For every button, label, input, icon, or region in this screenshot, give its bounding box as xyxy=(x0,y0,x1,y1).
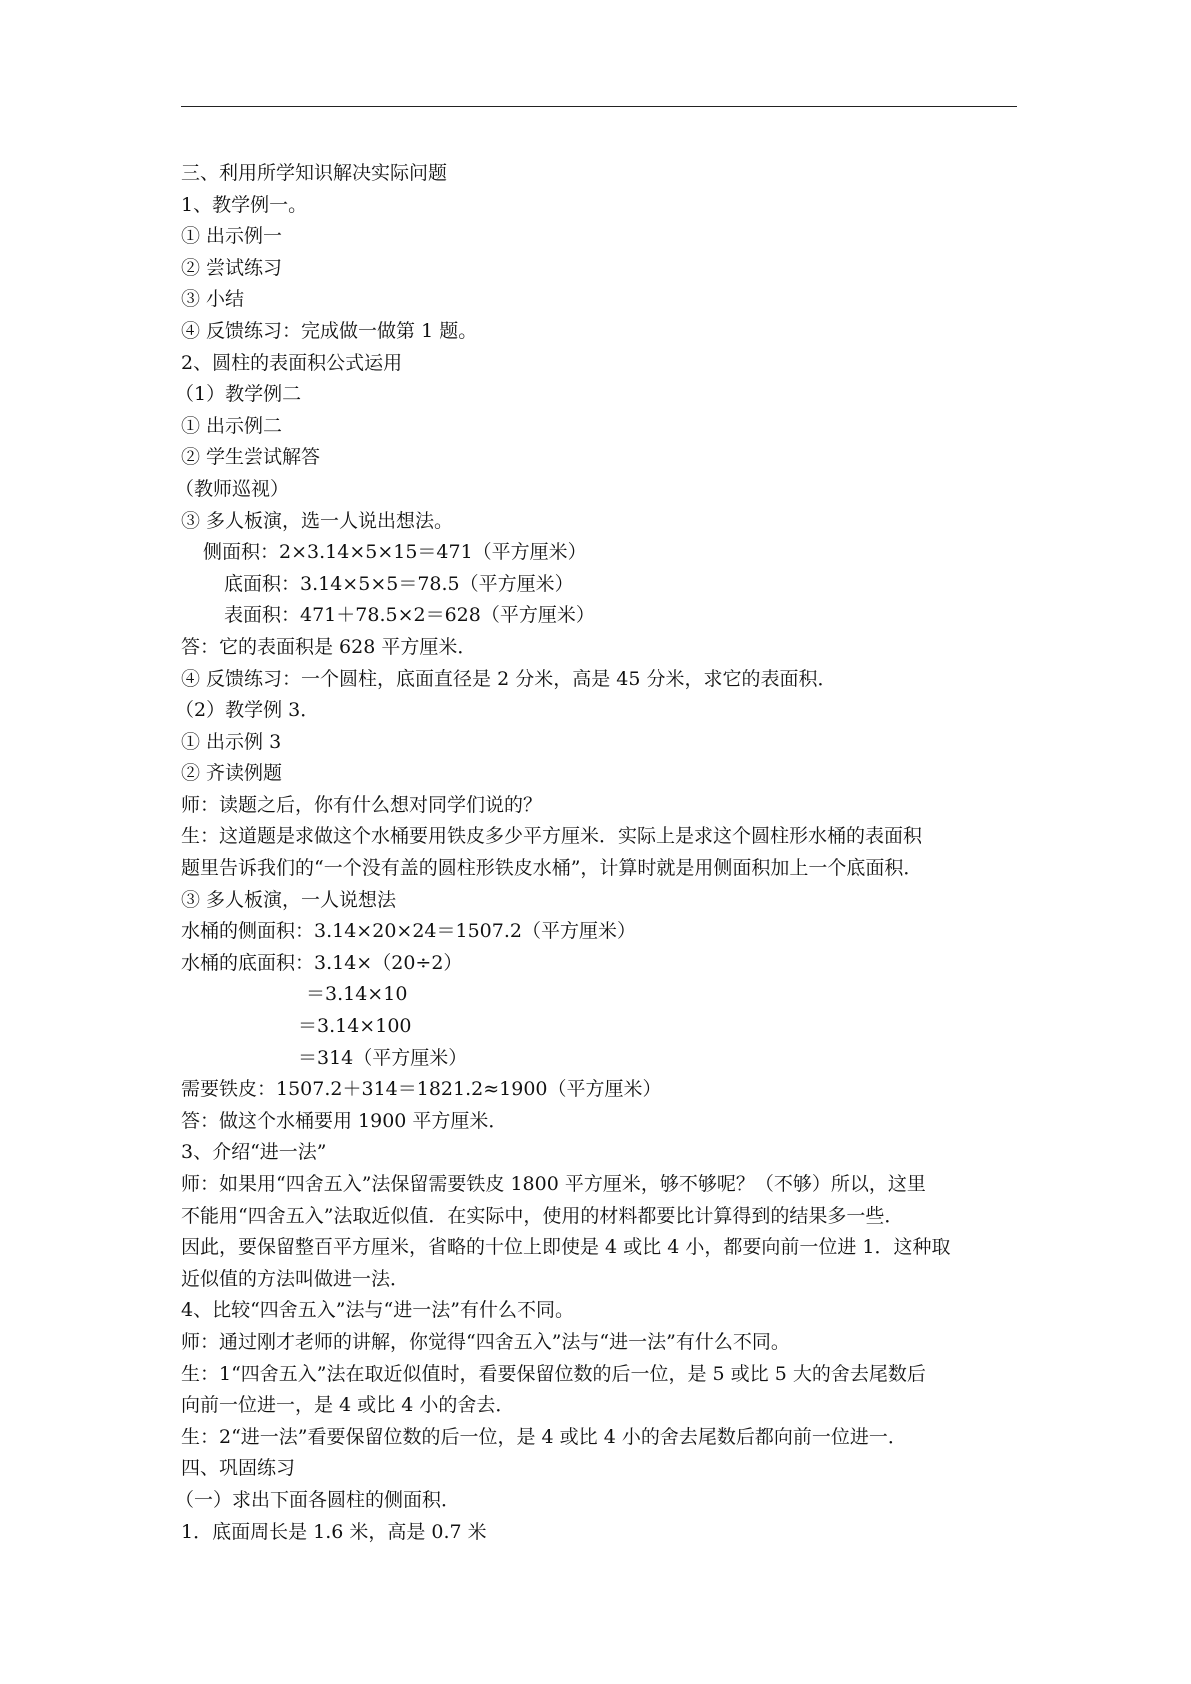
section-heading-4: 四、巩固练习 xyxy=(181,1457,296,1480)
calculation-line: 水桶的底面积：3.14×（20÷2） xyxy=(181,951,463,974)
step-line: ③ 小结 xyxy=(181,288,245,311)
dialogue-line: 生：这道题是求做这个水桶要用铁皮多少平方厘米．实际上是求这个圆柱形水桶的表面积 xyxy=(181,825,923,848)
example-heading: （2）教学例 3． xyxy=(175,699,320,722)
calculation-line: 侧面积：2×3.14×5×15＝471（平方厘米） xyxy=(203,541,587,564)
note-line: （教师巡视） xyxy=(175,477,290,500)
step-line: ④ 反馈练习：完成做一做第 1 题。 xyxy=(181,319,478,342)
step-line: ① 出示例一 xyxy=(181,225,283,248)
step-line: ② 学生尝试解答 xyxy=(181,446,321,469)
dialogue-line: 师：如果用“四舍五入”法保留需要铁皮 1800 平方厘米，够不够呢？（不够）所以，这里 xyxy=(181,1173,926,1195)
answer-line: 答：做这个水桶要用 1900 平方厘米． xyxy=(181,1109,508,1132)
calculation-line: 表面积：471＋78.5×2＝628（平方厘米） xyxy=(224,604,595,627)
step-line: ④ 反馈练习：一个圆柱，底面直径是 2 分米，高是 45 分米，求它的表面积． xyxy=(181,667,837,690)
calculation-line: 需要铁皮：1507.2＋314＝1821.2≈1900（平方厘米） xyxy=(181,1078,662,1101)
calculation-line: ＝3.14×10 xyxy=(306,983,408,1006)
header-rule xyxy=(181,106,1017,107)
dialogue-line: 生：1“四舍五入”法在取近似值时，看要保留位数的后一位，是 5 或比 5 大的舍去尾数后 xyxy=(181,1362,926,1385)
document-body xyxy=(175,158,1017,1548)
step-line: ① 出示例 3 xyxy=(181,730,282,753)
step-line: ③ 多人板演，一人说想法 xyxy=(181,888,397,911)
answer-line: 答：它的表面积是 628 平方厘米． xyxy=(181,635,477,658)
calculation-line: 水桶的侧面积：3.14×20×24＝1507.2（平方厘米） xyxy=(181,920,636,943)
step-line: ② 齐读例题 xyxy=(181,762,283,785)
exercise-item: 1．底面周长是 1.6 米，高是 0.7 米 xyxy=(181,1520,487,1543)
dialogue-line: 题里告诉我们的“一个没有盖的圆柱形铁皮水桶”，计算时就是用侧面积加上一个底面积． xyxy=(181,857,923,880)
dialogue-line: 不能用“四舍五入”法取近似值．在实际中，使用的材料都要比计算得到的结果多一些． xyxy=(181,1204,904,1227)
exercise-heading: （一）求出下面各圆柱的侧面积． xyxy=(175,1488,461,1511)
section-heading-3: 三、利用所学知识解决实际问题 xyxy=(181,162,448,184)
step-line: ① 出示例二 xyxy=(181,414,283,437)
step-line: ③ 多人板演，选一人说出想法。 xyxy=(181,509,454,532)
dialogue-line: 生：2“进一法”看要保留位数的后一位，是 4 或比 4 小的舍去尾数后都向前一位进一． xyxy=(181,1425,907,1448)
calculation-line: 底面积：3.14×5×5＝78.5（平方厘米） xyxy=(224,572,574,595)
subsection-heading-3: 3、介绍“进一法” xyxy=(181,1141,327,1164)
subsection-heading-1: 1、教学例一。 xyxy=(181,193,308,216)
dialogue-line: 向前一位进一，是 4 或比 4 小的舍去． xyxy=(181,1394,515,1417)
calculation-line: ＝314（平方厘米） xyxy=(298,1046,468,1069)
dialogue-line: 近似值的方法叫做进一法． xyxy=(181,1267,410,1290)
dialogue-line: 师：通过刚才老师的讲解，你觉得“四舍五入”法与“进一法”有什么不同。 xyxy=(181,1330,790,1353)
subsection-heading-2: 2、圆柱的表面积公式运用 xyxy=(181,351,403,374)
calculation-line: ＝3.14×100 xyxy=(298,1015,412,1038)
dialogue-line: 师：读题之后，你有什么想对同学们说的？ xyxy=(181,793,543,816)
step-line: ② 尝试练习 xyxy=(181,256,283,279)
subsection-heading-4: 4、比较“四舍五入”法与“进一法”有什么不同。 xyxy=(181,1299,574,1322)
dialogue-line: 因此，要保留整百平方厘米，省略的十位上即使是 4 或比 4 小，都要向前一位进 1．这种取 xyxy=(181,1236,951,1259)
example-heading: （1）教学例二 xyxy=(175,383,302,406)
